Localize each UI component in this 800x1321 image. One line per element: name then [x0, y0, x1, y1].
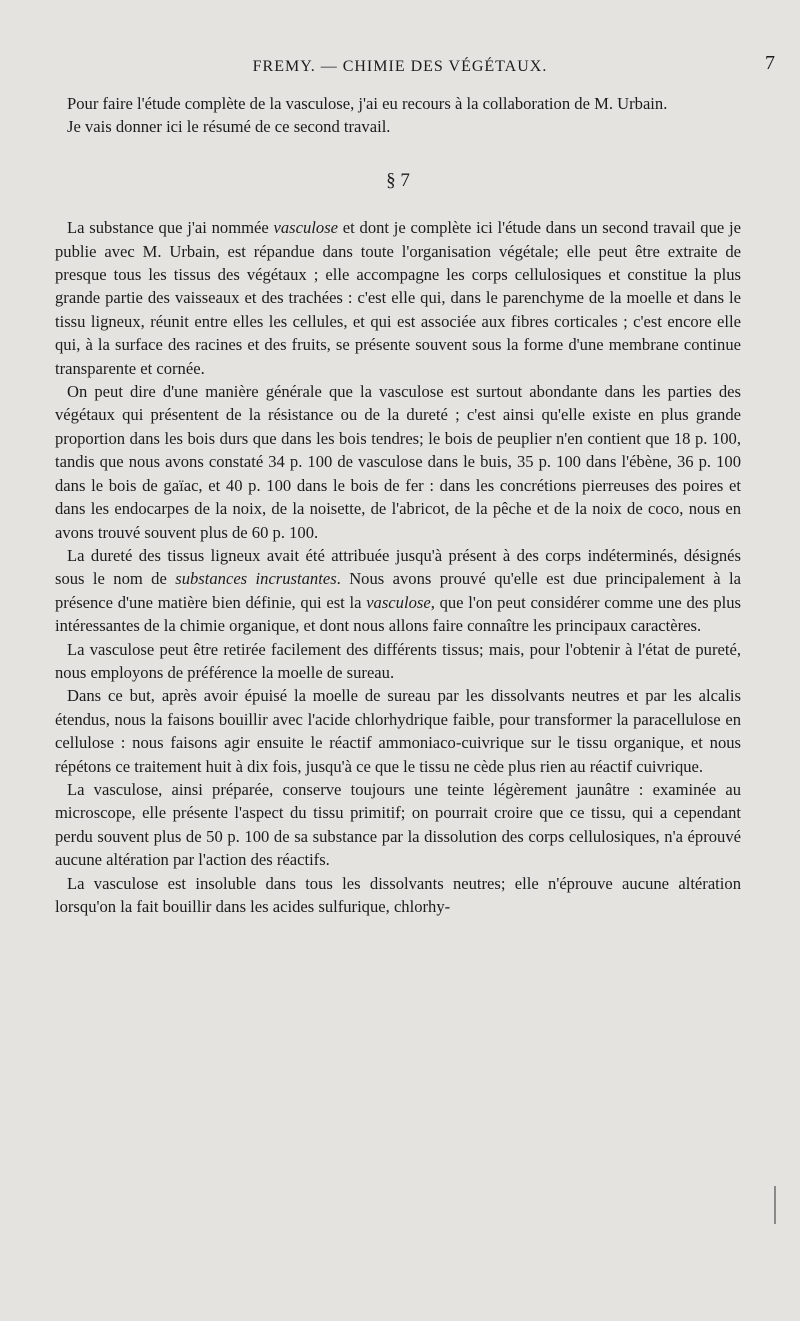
paragraph: Je vais donner ici le résumé de ce second travail.	[67, 117, 391, 137]
paragraph-text: La substance que j'ai nommée	[67, 218, 274, 238]
paragraph: Pour faire l'étude complète de la vasculose, j'ai eu recours à la collaboration de M. Urbain.	[67, 94, 668, 113]
paragraph: La vasculose est insoluble dans tous les dissolvants neutres; elle n'éprouve aucune altération lorsqu'on la fait bouillir dans les acides sulfurique, chlorhy-	[55, 873, 741, 916]
emphasis-term: vasculose	[366, 592, 431, 612]
page-body	[55, 92, 741, 918]
paragraph: On peut dire d'une manière générale que la vasculose est surtout abondante dans les parties des végétaux qui présentent de la résistance ou de la dureté ; c'est ainsi qu'elle existe en plus grande proportion dans les bois durs que dans les bois tendres; le bois de peuplier n'en contient que 18 p. 100, tandis que nous avons constaté 34 p. 100 de vasculose dans le buis, 35 p. 100 dans l'ébène, 36 p. 100 dans le bois de gaïac, et 40 p. 100 dans le bois de fer : dans les concrétions pierreuses des poires et dans les endocarpes de la noix, de la noisette, de l'abricot, de la pêche et de la noix de coco, nous en avons trouvé souvent plus de 60 p. 100.	[55, 382, 741, 542]
emphasis-term: vasculose	[273, 218, 339, 238]
paragraph: La vasculose peut être retirée facilement des différents tissus; mais, pour l'obtenir à l'état de pureté, nous employons de préférence la moelle de sureau.	[55, 639, 741, 682]
page-number: 7	[765, 52, 775, 74]
paragraph-text: , que l'on peut considérer comme une des plus intéressantes de la chimie organique, et dont nous allons faire connaître les principaux caractères.	[55, 592, 742, 636]
section-heading: § 7	[386, 169, 410, 191]
paragraph-text: . Nous avons prouvé qu'elle est due principalement à la présence d'une matière bien définie, qui est la	[55, 569, 741, 612]
paragraph: Dans ce but, après avoir épuisé la moelle de sureau par les dissolvants neutres et par les alcalis étendus, nous la faisons bouillir avec l'acide chlorhydrique faible, pour transformer la paracellulose en cellulose : nous faisons agir ensuite le réactif ammoniaco-cuivrique sur le tissu organique, et nous répétons ce traitement huit à dix fois, jusqu'à ce que le tissu ne cède plus rien au réactif cuivrique.	[55, 686, 741, 776]
paragraph	[55, 544, 741, 638]
margin-pencil-mark	[774, 1186, 776, 1224]
paragraph-text: La dureté des tissus ligneux avait été attribuée jusqu'à présent à des corps indéterminés, désignés sous le nom de	[55, 545, 741, 589]
running-header: FREMY. — CHIMIE DES VÉGÉTAUX.	[252, 58, 548, 75]
paragraph: La vasculose, ainsi préparée, conserve toujours une teinte légèrement jaunâtre : examinée au microscope, elle présente l'aspect du tissu primitif; on pourrait croire que ce tissu, qui a cependant perdu souvent plus de 50 p. 100 de sa substance par la dissolution des corps cellulosiques, n'a éprouvé aucune altération par l'action des réactifs.	[55, 779, 741, 870]
emphasis-term: substances incrustantes	[175, 569, 337, 589]
paragraph-text: et dont je complète ici l'étude dans un second travail que je publie avec M. Urbain, est répandue dans toute l'organisation végétale; elle peut être extraite de presque tous les tissus des végétaux ; elle accompagne les corps cellulosiques et constitue la plus grande partie des vaisseaux et des trachées : c'est elle qui, dans le parenchyme de la moelle et dans le tissu ligneux, réunit entre elles les cellules, et qui est associée aux fibres corticales ; c'est encore elle qui, à la surface des racines et des fruits, se présente souvent sous la forme d'une membrane continue transparente et cornée.	[55, 218, 741, 378]
paragraph	[55, 216, 741, 380]
